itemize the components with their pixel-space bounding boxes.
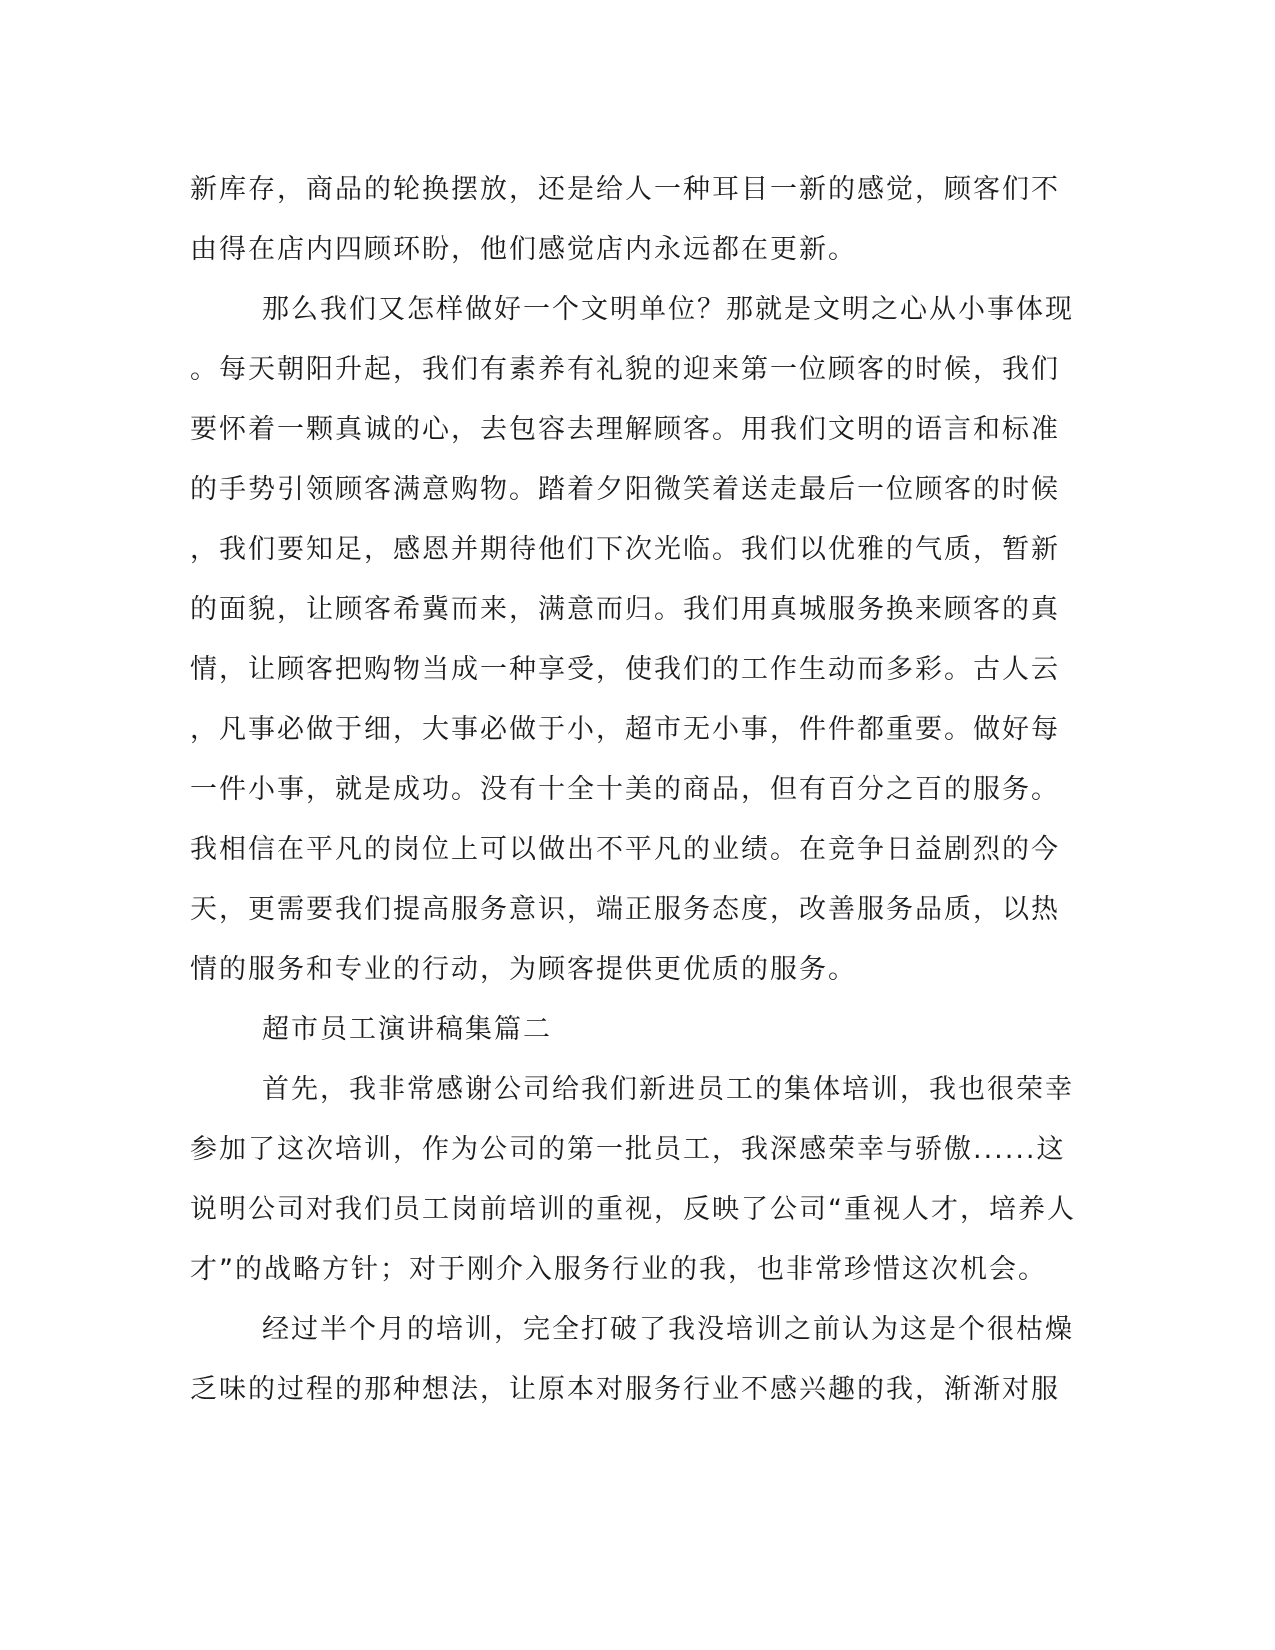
text-line-11: 一件小事，就是成功。没有十全十美的商品，但有百分之百的服务。: [190, 774, 1060, 805]
text-line-12: 我相信在平凡的岗位上可以做出不平凡的业绩。在竞争日益剧烈的今: [190, 834, 1060, 865]
text-line-2: 由得在店内四顾环盼，他们感觉店内永远都在更新。: [190, 234, 857, 265]
text-line-21: 乏味的过程的那种想法，让原本对服务行业不感兴趣的我，渐渐对服: [190, 1374, 1060, 1405]
text-line-1: 新库存，商品的轮换摆放，还是给人一种耳目一新的感觉，顾客们不: [190, 174, 1060, 205]
text-line-7: ，我们要知足，感恩并期待他们下次光临。我们以优雅的气质，暂新: [190, 534, 1060, 565]
text-line-5: 要怀着一颗真诚的心，去包容去理解顾客。用我们文明的语言和标准: [190, 414, 1060, 445]
body-text: [190, 160, 1076, 1420]
text-line-8: 的面貌，让顾客希冀而来，满意而归。我们用真城服务换来顾客的真: [190, 594, 1060, 625]
text-line-6: 的手势引领顾客满意购物。踏着夕阳微笑着送走最后一位顾客的时候: [190, 474, 1060, 505]
text-line-14: 情的服务和专业的行动，为顾客提供更优质的服务。: [190, 954, 857, 985]
text-line-13: 天，更需要我们提高服务意识，端正服务态度，改善服务品质，以热: [190, 894, 1060, 925]
text-line-20: 经过半个月的培训，完全打破了我没培训之前认为这是个很枯燥: [262, 1314, 1074, 1345]
text-line-10: ，凡事必做于细，大事必做于小，超市无小事，件件都重要。做好每: [190, 714, 1060, 745]
text-line-16: 首先，我非常感谢公司给我们新进员工的集体培训，我也很荣幸: [262, 1074, 1074, 1105]
text-line-3: 那么我们又怎样做好一个文明单位？那就是文明之心从小事体现: [262, 294, 1074, 325]
text-line-9: 情，让顾客把购物当成一种享受，使我们的工作生动而多彩。古人云: [190, 654, 1060, 685]
text-line-17: 参加了这次培训，作为公司的第一批员工，我深感荣幸与骄傲......这: [190, 1134, 1066, 1165]
text-line-19: 才”的战略方针；对于刚介入服务行业的我，也非常珍惜这次机会。: [190, 1254, 1047, 1285]
text-line-18: 说明公司对我们员工岗前培训的重视，反映了公司“重视人才，培养人: [190, 1194, 1076, 1225]
section-heading: 超市员工演讲稿集篇二: [262, 1014, 552, 1045]
text-line-4: 。每天朝阳升起，我们有素养有礼貌的迎来第一位顾客的时候，我们: [190, 354, 1060, 385]
